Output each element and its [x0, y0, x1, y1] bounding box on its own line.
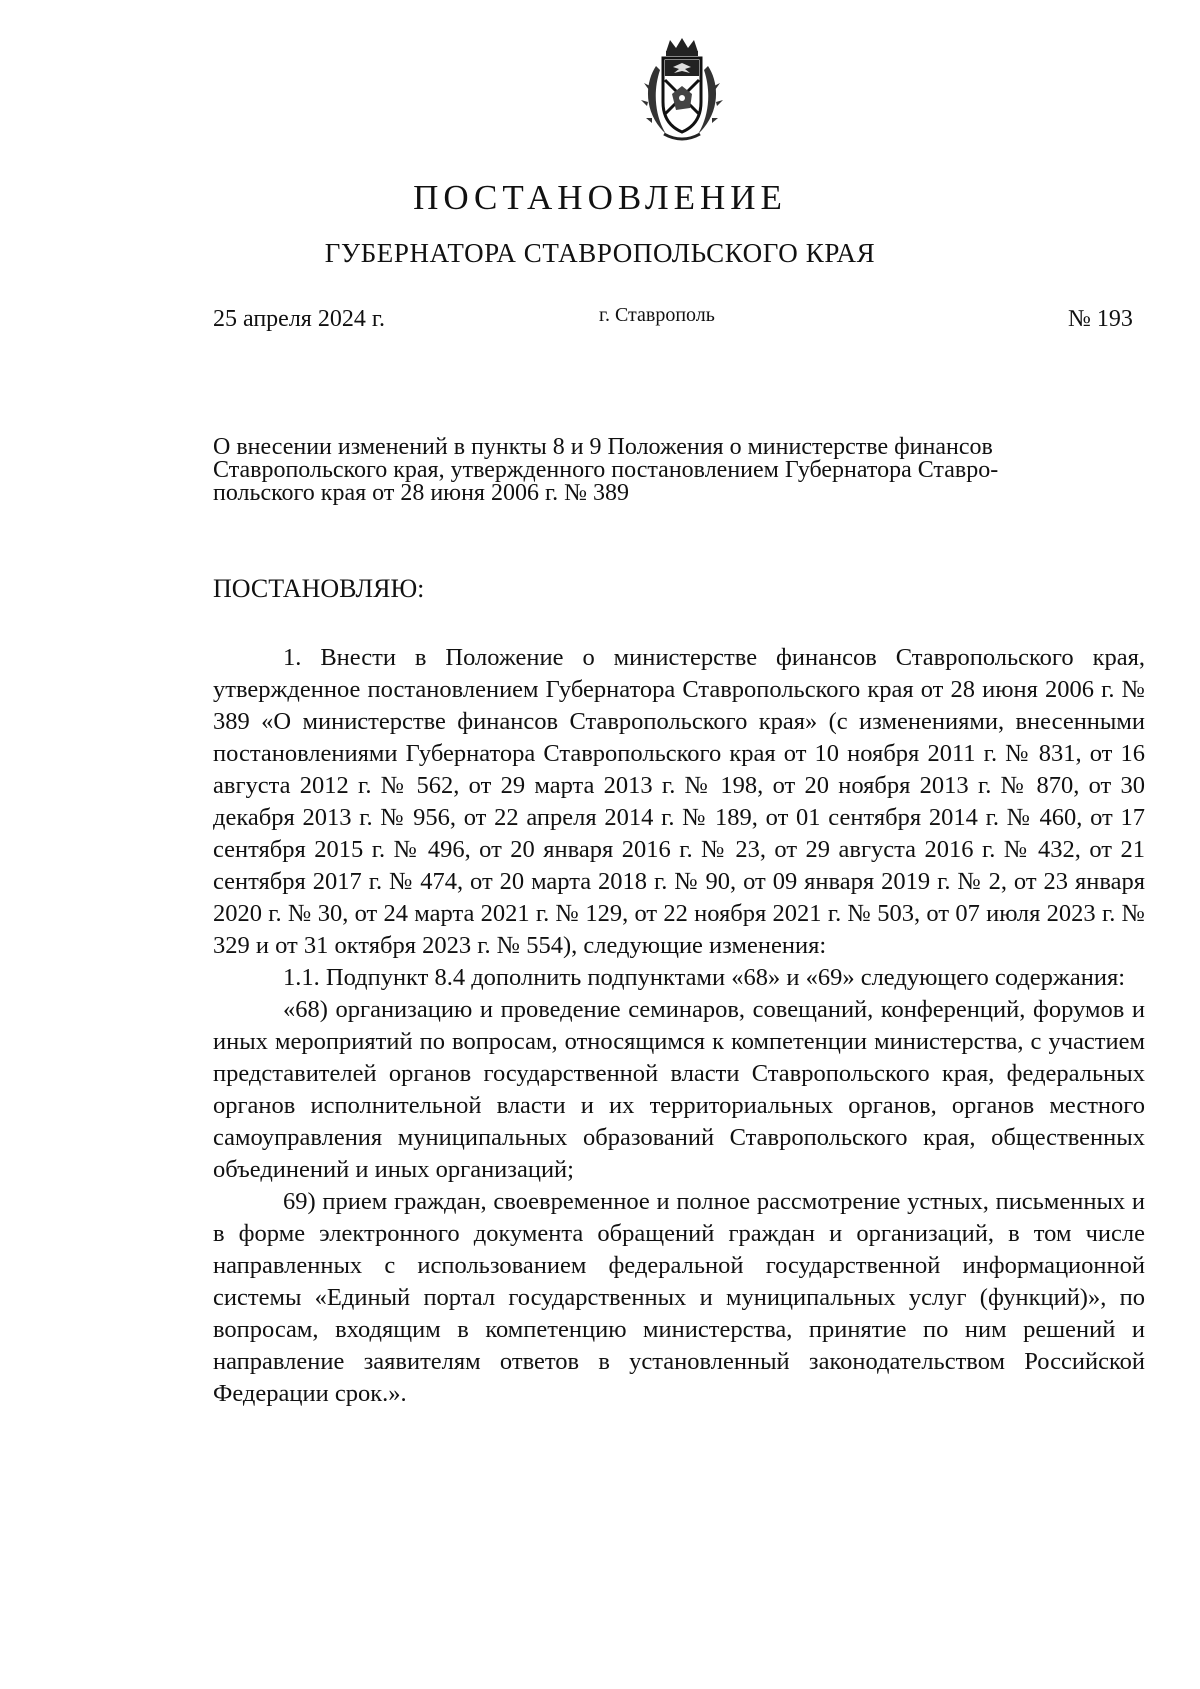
document-body — [213, 642, 1145, 1410]
stavropol-coat-of-arms-icon — [636, 36, 728, 146]
document-subject — [213, 436, 1143, 505]
document-city: г. Ставрополь — [599, 304, 715, 326]
document-issuer: ГУБЕРНАТОРА СТАВРОПОЛЬСКОГО КРАЯ — [324, 238, 876, 268]
body-paragraph: «68) организацию и проведение семинаров, совещаний, конференций, форумов и иных мероприятий по вопросам, относящимся к компетенции министерства, с участием представителей органов государственной власти Ставропольского края, федеральных органов исполнительной власти и их территориальных органов, органов местного самоуправления муниципальных образований Ставропольского края, общественных объединений и иных организаций; — [213, 996, 1145, 1183]
body-paragraph: 1. Внести в Положение о министерстве финансов Ставропольского края, утвержденное постановлением Губернатора Ставропольского края от 28 июня 2006 г. № 389 «О министерстве финансов Ставропольского края» (с изменениями, внесенными постановлениями Губернатора Ставропольского края от 10 ноября 2011 г. № 831, от 16 августа 2012 г. № 562, от 29 марта 2013 г. № 198, от 20 ноября 2013 г. № 870, от 30 декабря 2013 г. № 956, от 22 апреля 2014 г. № 189, от 01 сентября 2014 г. № 460, от 17 сентября 2015 г. № 496, от 20 января 2016 г. № 23, от 29 августа 2016 г. № 432, от 21 сентября 2017 г. № 474, от 20 марта 2018 г. № 90, от 09 января 2019 г. № 2, от 23 января 2020 г. № 30, от 24 марта 2021 г. № 129, от 22 ноября 2021 г. № 503, от 07 июля 2023 г. № 329 и от 31 октября 2023 г. № 554), следующие изменения: — [213, 644, 1145, 959]
document-number: № 193 — [1068, 306, 1133, 332]
body-paragraph: 69) прием граждан, своевременное и полное рассмотрение устных, письменных и в форме электронного документа обращений граждан и организаций, в том числе направленных с использованием федеральной государственной информационной системы «Единый портал государственных и муниципальных услуг (функций)», по вопросам, входящим в компетенцию министерства, принятие по ним решений и направление заявителям ответов в установленный законодательством Российской Федерации срок.». — [213, 1188, 1145, 1407]
document-date: 25 апреля 2024 г. — [213, 306, 385, 332]
document-title: ПОСТАНОВЛЕНИЕ — [413, 178, 787, 217]
body-paragraph: 1.1. Подпункт 8.4 дополнить подпунктами «68» и «69» следующего содержания: — [283, 964, 1126, 991]
decree-word: ПОСТАНОВЛЯЮ: — [213, 574, 425, 603]
subject-line: Ставропольского края, утвержденного постановлением Губернатора Ставро- — [213, 457, 999, 483]
subject-line: О внесении изменений в пункты 8 и 9 Положения о министерстве финансов — [213, 434, 993, 460]
subject-line: польского края от 28 июня 2006 г. № 389 — [213, 480, 630, 506]
